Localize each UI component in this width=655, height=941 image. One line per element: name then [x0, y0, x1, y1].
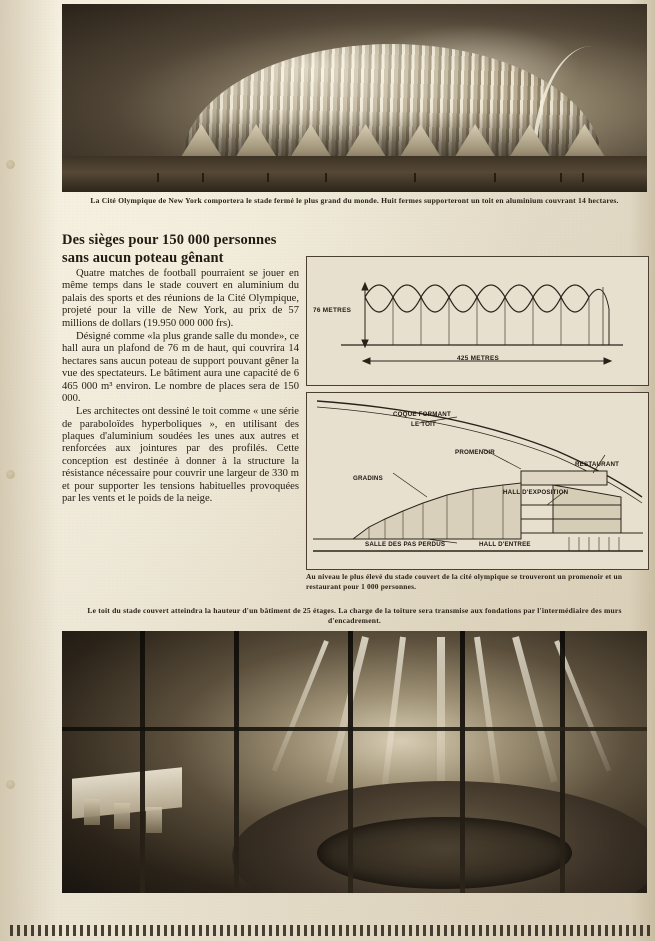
interior-playing-field	[317, 817, 572, 889]
label-salle-pas-perdus: SALLE DES PAS PERDUS	[365, 541, 446, 548]
diagram-elevation-drawing	[307, 257, 648, 385]
window-mullion	[560, 631, 565, 893]
label-gradins: GRADINS	[353, 475, 383, 482]
label-le-toit: LE TOIT	[411, 421, 437, 428]
caption-top-photo: La Cité Olympique de New York comportera le stade fermé le plus grand du monde. Huit fermes supporteront un toit en aluminium couvrant 14 hectares.	[90, 196, 619, 205]
window-mullion	[348, 631, 353, 893]
article-paragraph: Les architectes ont dessiné le toit comme « une série de paraboloïdes hyperboliques », en utilisant des plaques d'aluminium soudées les unes aux autres et renforcées aux jointures par des profilés. Cette conception est destinée à donner à la structure la résistance nécessaire pour couvrir une largeur de 330 m et pour supporter les tensions habituelles provoquées par les vents et le poids de la neige.	[62, 406, 299, 505]
caption-bottom-photo: Le toit du stade couvert atteindra la hauteur d'un bâtiment de 25 étages. La charge de la toiture sera transmise aux fondations par l'intermédiaire des murs d'encadrement.	[87, 606, 622, 626]
label-width-425-metres: 425 METRES	[457, 355, 500, 362]
label-height-76-metres: 76 METRES	[313, 307, 352, 314]
binding-hole	[6, 470, 15, 479]
article-body-column	[62, 268, 299, 506]
photo-stadium-interior	[62, 631, 647, 893]
headline-line-1: Des sièges pour 150 000 personnes	[62, 232, 277, 248]
foreground-chair	[114, 803, 130, 829]
window-transom	[62, 727, 647, 731]
article-paragraph: Quatre matches de football pourraient se jouer en même temps dans le stade couvert en aluminium du palais des sports et des réunions de la Cité Olympique, projeté pour la ville de New York, au prix de 57 millions de dollars (19.950 000 000 frs).	[62, 268, 299, 329]
window-mullion	[234, 631, 239, 893]
label-hall-exposition: HALL D'EXPOSITION	[503, 489, 569, 496]
label-promenoir: PROMENOIR	[455, 449, 495, 456]
label-hall-entree: HALL D'ENTREE	[479, 541, 531, 548]
foreground-chair	[146, 807, 162, 833]
article-paragraph: Désigné comme «la plus grande salle du monde», ce hall aura un plafond de 76 m de haut, qui couvrira 14 hectares sans aucun poteau de support pouvant gêner la vue des spectateurs. Le bâtiment aura une capacité de 6 465 000 m³ environ. Le nombre de places sera de 150 000.	[62, 330, 299, 404]
diagram-section	[306, 392, 649, 570]
binding-hole	[6, 780, 15, 789]
caption-section-diagram: Au niveau le plus élevé du stade couvert de la cité olympique se trouveront un promenoir et un restaurant pour 1 000 personnes.	[306, 572, 623, 591]
bottom-dashed-rule	[10, 925, 650, 936]
photo-stadium-exterior	[62, 4, 647, 192]
headline-line-2: sans aucun poteau gênant	[62, 250, 224, 267]
foreground-chair	[84, 799, 100, 825]
binding-hole	[6, 160, 15, 169]
diagram-elevation	[306, 256, 649, 386]
window-mullion	[140, 631, 145, 893]
label-restaurant: RESTAURANT	[575, 461, 620, 468]
window-mullion	[460, 631, 465, 893]
page-title	[62, 231, 302, 267]
label-coque-formant: COQUE FORMANT	[393, 411, 451, 418]
